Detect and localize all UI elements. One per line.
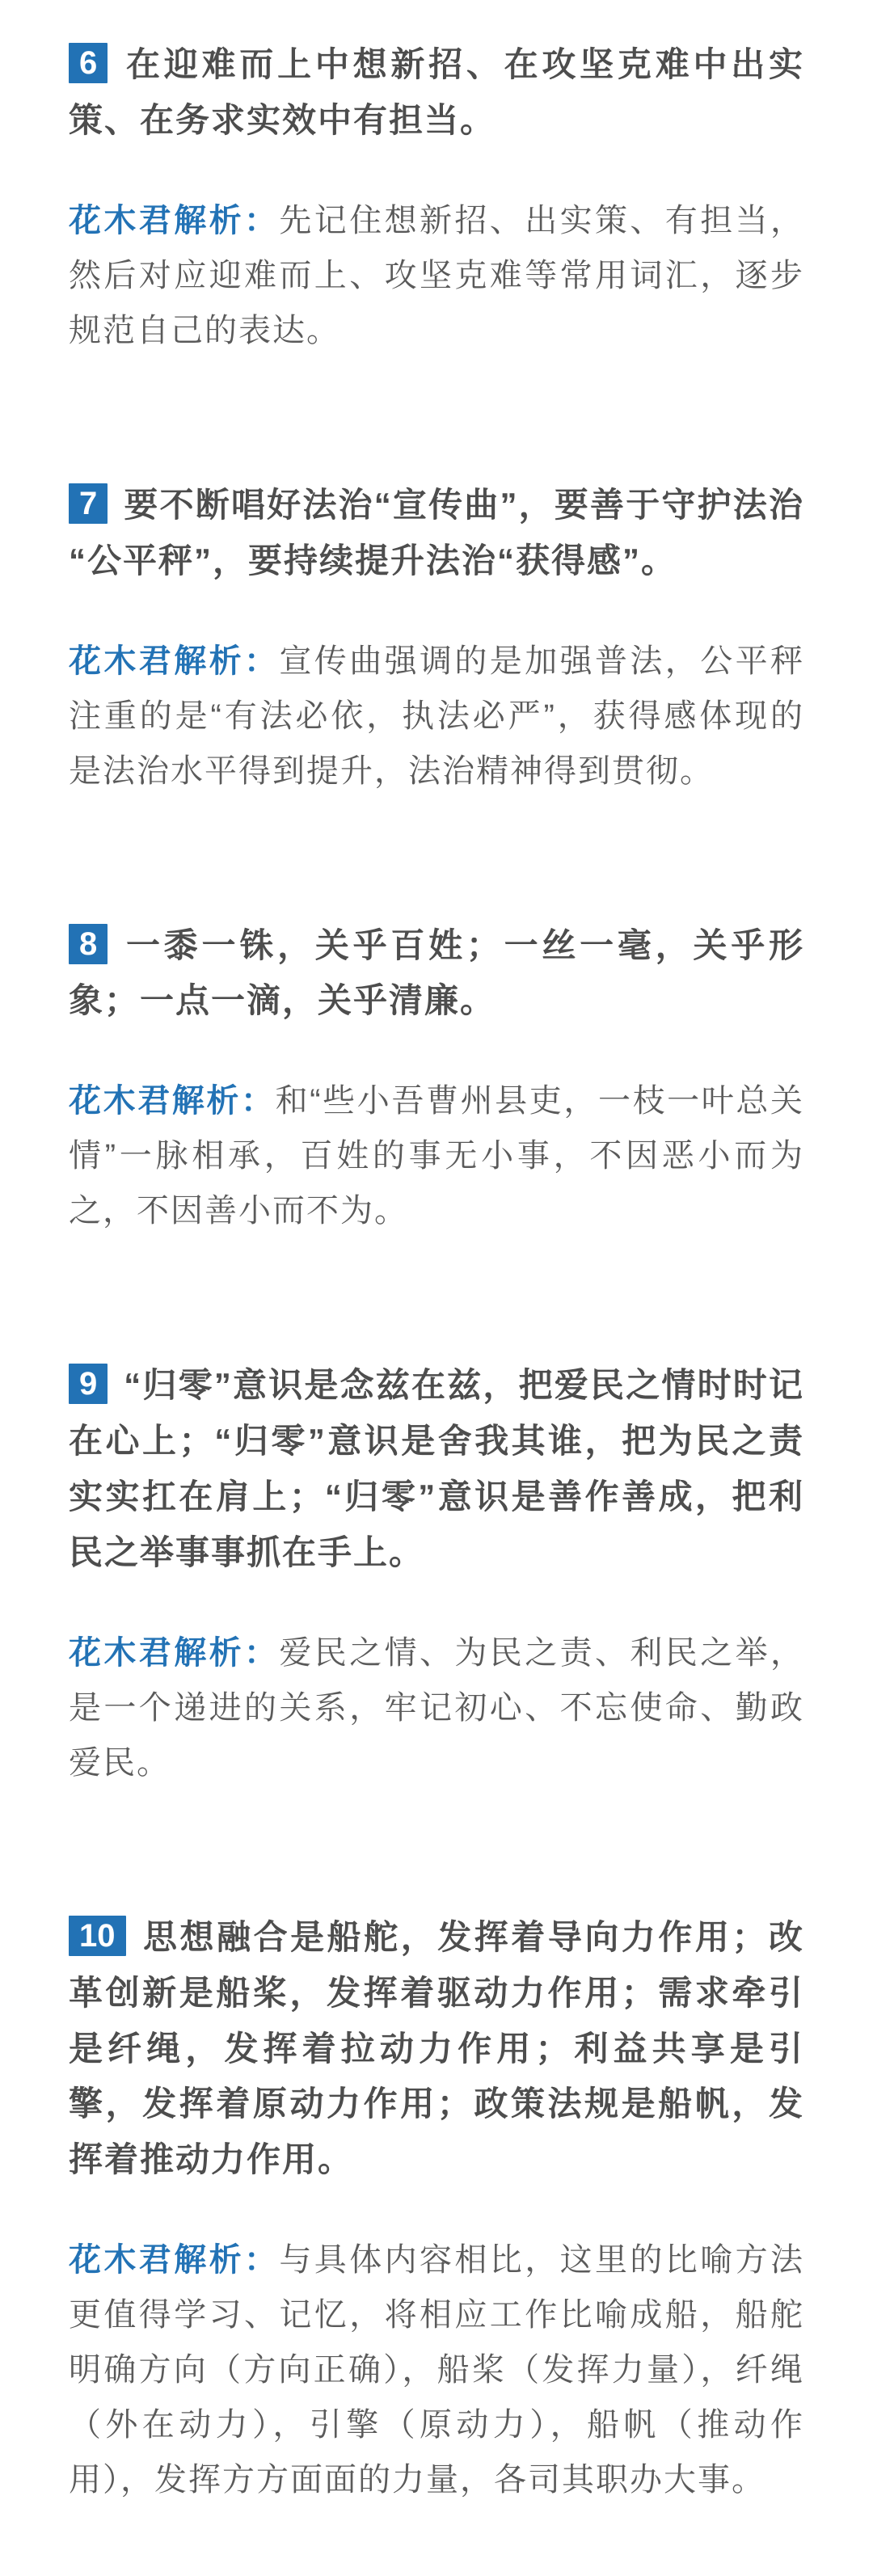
item-number-badge: 8: [69, 924, 108, 964]
analysis-text: 与具体内容相比，这里的比喻方法更值得学习、记忆，将相应工作比喻成船，船舵明确方向（方向正确），船桨（发挥力量），纤绳（外在动力），引擎（原动力），船帆（推动作用），发挥方方面面的力量，各司其职办大事。: [69, 2242, 805, 2498]
item-title: [69, 478, 804, 589]
analysis-label: 花木君解析：: [69, 1634, 280, 1671]
item-title: [69, 37, 804, 149]
item-analysis: [69, 193, 804, 358]
analysis-text: 和“些小吾曹州县吏，一枝一叶总关情”一脉相承，百姓的事无小事，不因恶小而为之，不因善小而不为。: [69, 1083, 804, 1229]
item-number-badge: 10: [69, 1916, 126, 1956]
analysis-label: 花木君解析：: [69, 643, 280, 679]
numbered-item: [69, 1358, 804, 1790]
item-analysis: [69, 1625, 804, 1790]
analysis-text: 先记住想新招、出实策、有担当，然后对应迎难而上、攻坚克难等常用词汇，逐步规范自己的表达。: [69, 202, 805, 348]
item-number-badge: 7: [69, 483, 108, 524]
item-title-text: 一黍一铢，关乎百姓；一丝一毫，关乎形象；一点一滴，关乎清廉。: [69, 925, 804, 1020]
item-title-text: 思想融合是船舵，发挥着导向力作用；改革创新是船桨，发挥着驱动力作用；需求牵引是纤绳，发挥着拉动力作用；利益共享是引擎，发挥着原动力作用；政策法规是船帆，发挥着推动力作用。: [69, 1917, 804, 2179]
item-analysis: [69, 1073, 804, 1238]
item-title: [69, 1910, 804, 2188]
item-title-text: 要不断唱好法治“宣传曲”，要善于守护法治“公平秤”，要持续提升法治“获得感”。: [69, 485, 804, 580]
item-title-text: “归零”意识是念兹在兹，把爱民之情时时记在心上；“归零”意识是舍我其谁，把为民之责实实扛在肩上；“归零”意识是善作善成，把利民之举事事抓在手上。: [69, 1366, 804, 1571]
numbered-item: [69, 918, 804, 1239]
item-title: [69, 1358, 804, 1581]
analysis-text: 爱民之情、为民之责、利民之举，是一个递进的关系，牢记初心、不忘使命、勤政爱民。: [69, 1634, 805, 1781]
item-analysis: [69, 2232, 804, 2507]
analysis-label: 花木君解析：: [69, 1083, 276, 1119]
numbered-item: [69, 478, 804, 799]
numbered-item: [69, 1910, 804, 2507]
item-number-badge: 6: [69, 43, 108, 83]
item-number-badge: 9: [69, 1364, 108, 1404]
analysis-text: 宣传曲强调的是加强普法，公平秤注重的是“有法必依，执法必严”，获得感体现的是法治水平得到提升，法治精神得到贯彻。: [69, 643, 805, 789]
item-title: [69, 918, 804, 1030]
article-body: [69, 37, 804, 2507]
item-analysis: [69, 634, 804, 799]
item-title-text: 在迎难而上中想新招、在攻坚克难中出实策、在务求实效中有担当。: [69, 45, 804, 139]
analysis-label: 花木君解析：: [69, 2242, 280, 2279]
analysis-label: 花木君解析：: [69, 202, 280, 238]
numbered-item: [69, 37, 804, 358]
